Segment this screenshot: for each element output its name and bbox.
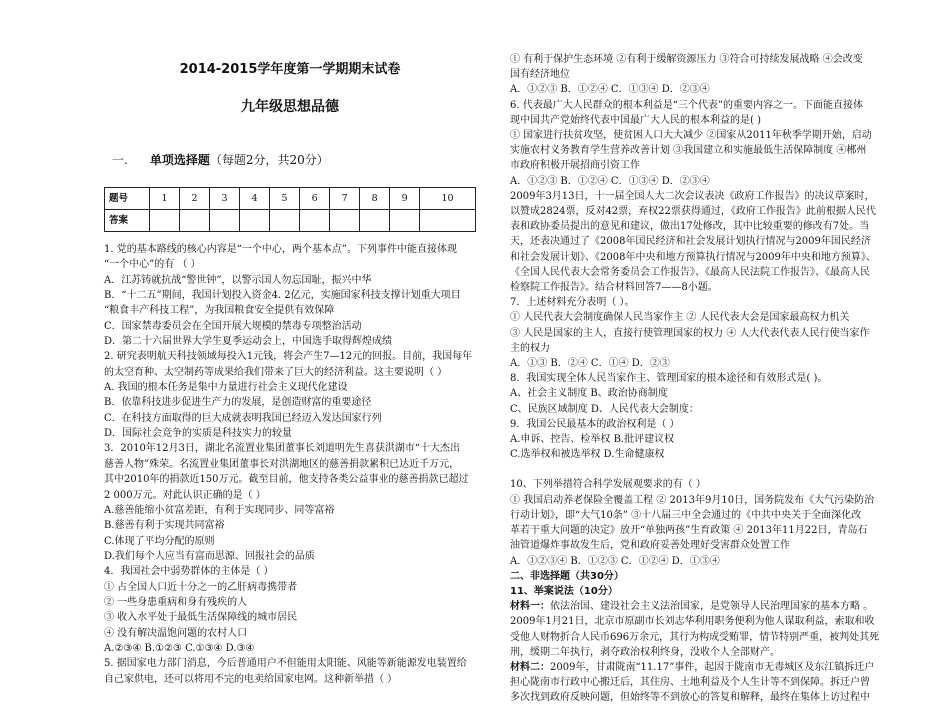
text-line: 表和政协委员提出的意见和建议，做出17处修改，其中比较重要的修改有7处。当 <box>510 221 870 233</box>
question-number: 8 <box>360 188 390 210</box>
text-line: ① 有利于保护生态环境 ②有利于缓解资源压力 ③符合可持续发展战略 ④会改变 <box>510 54 863 65</box>
answer-table-row-answers <box>105 210 476 232</box>
answer-cell[interactable] <box>390 210 420 232</box>
material-1-text: 依法治国、建设社会主义法治国家，是党领导人民治理国家的基本方略 。 <box>550 601 874 613</box>
text-line: 油管道爆炸事故发生后，党和政府妥善处理好受害群众处置工作 <box>510 540 790 552</box>
answer-label: 答案 <box>105 210 150 232</box>
text-line: 行动计划》，即“大气10条” ③十八届三中全会通过的《中共中央关于全面深化改 <box>510 509 862 521</box>
answer-cell[interactable] <box>300 210 330 232</box>
material-1-label: 材料一： <box>510 601 550 613</box>
text-line: 天，还表决通过了《2008年国民经济和社会发展计划执行情况与2009年国民经济 <box>510 236 871 248</box>
text-line: A．①②③ B．①②④ C．①③④ D．②③④ <box>510 84 710 96</box>
text-line: B.慈善有利于实现共同富裕 <box>104 520 225 532</box>
text-line: ① 占全国人口近十分之一的乙肝病毒携带者 <box>104 581 298 593</box>
text-line: D．国际社会竞争的实质是科技实力的较量 <box>104 428 293 440</box>
text-line: A. 我国的根本任务是集中力量进行社会主义现代化建设 <box>104 382 348 394</box>
text-line: A.申诉、控告、检举权 B.批评建议权 <box>510 434 675 446</box>
text-line: A.慈善能缩小贫富差距，有利于实现同步、同等富裕 <box>104 504 335 516</box>
text-line: A．①②③ B．①②④ C．①③④ D．②③④ <box>510 175 710 187</box>
text-line: ① 我国启动养老保险全覆盖工程 ② 2013年9月10日，国务院发布《大气污染防治 <box>510 494 875 506</box>
question-number: 10 <box>420 188 476 210</box>
text-line: 2. 研究表明航天科技领域每投入1元钱，将会产生7—12元的回报。目前，我国每年 <box>104 351 473 363</box>
text-line: ② 一些身患重病和身有残疾的人 <box>104 596 248 608</box>
answer-table <box>104 187 476 232</box>
text-line: A.②③④ B.①②③ C.①③④ D.③④ <box>104 642 255 654</box>
section1-note: （每题2分，共20分） <box>209 153 329 167</box>
text-line: C．在科技方面取得的巨大成就表明我国已经迈入发达国家行列 <box>104 412 382 424</box>
answer-cell[interactable] <box>420 210 476 232</box>
text-line: ④ 没有解决温饱问题的农村人口 <box>104 627 248 639</box>
text-line: 国有经济地位 <box>510 69 570 81</box>
text-line: C．国家禁毒委员会在全国开展大规模的禁毒专项整治活动 <box>104 320 362 332</box>
text-line: 《全国人民代表大会常务委员会工作报告》、《最高人民法院工作报告》、《最高人民 <box>510 266 870 278</box>
text-line: 主的权力 <box>510 342 550 354</box>
text-line: B．依靠科技进步促进生产力的发展，是创造财富的重要途径 <box>104 397 372 409</box>
text-line: C、民族区域制度 D、人民代表大会制度： <box>510 403 699 415</box>
material-2-line <box>510 660 910 675</box>
material-2-text: 2009年，甘肃陇南“11.17”事件，起因于陇南市无毒城区及东江镇拆迁户 <box>550 661 875 673</box>
text-line: 刑，缓期二年执行，剥夺政治权利终身，没收个人全部财产。 <box>510 646 780 658</box>
text-line: A．①②③④ B．①②③ C．①②④ D．①③④ <box>510 555 720 567</box>
text-line: 和社会发展计划》、《2008年中央和地方预算执行情况与2009年中央和地方预算》、 <box>510 251 876 263</box>
text-line: 慈善人物”殊荣。名流置业集团董事长对洪湖地区的慈善捐款累积已达近千万元， <box>104 458 460 470</box>
text-line: 自己家供电，还可以将用不完的电卖给国家电网。这种新举措（ ） <box>104 673 398 685</box>
text-line: 受他人财物折合人民币696万余元，其行为构成受贿罪，情节特别严重，被判处其死 <box>510 631 880 643</box>
text-line: 现中国共产党始终代表中国最广大人民的根本利益的是( ) <box>510 114 761 126</box>
answer-cell[interactable] <box>360 210 390 232</box>
answer-cell[interactable] <box>210 210 240 232</box>
exam-title: 2014-2015学年度第一学期期末试卷 <box>179 62 401 77</box>
text-line: 的太空育种、太空制药等成果给我们带来了巨大的经济利益。这主要说明（ ） <box>104 366 448 378</box>
text-line: ① 人民代表大会制度确保人民当家作主 ② 人民代表大会是国家最高权力机关 <box>510 312 850 324</box>
material-1-line <box>510 599 910 614</box>
text-line: B．“十二五”期间，我国计划投入资金4. 2亿元，实施国家科技支撑计划重大项目 <box>104 290 461 302</box>
text-line: A．江苏铸就抗战“警世钟”，以警示国人勿忘国耻，振兴中华 <box>104 274 372 286</box>
text-line: 市政府积极开展招商引资工作 <box>510 160 640 172</box>
text-line: 实施农村义务教育学生营养改善计划 ③我国建立和实施最低生活保障制度 ④郴州 <box>510 145 867 157</box>
question-number: 2 <box>180 188 210 210</box>
question-number: 5 <box>270 188 300 210</box>
right-column-questions <box>510 52 910 706</box>
question-11-heading: 11、举案说法（10分） <box>510 585 618 597</box>
text-line: 2009年1月21日，北京市原副市长刘志华利用职务便利为他人谋取利益，索取和收 <box>510 616 875 628</box>
text-line: A、社会主义制度 B、政治协商制度 <box>510 388 668 400</box>
blank-line <box>510 462 910 477</box>
exam-subtitle: 九年级思想品德 <box>241 99 339 115</box>
text-line: 10、下列举措符合科学发展观要求的有（ ） <box>510 479 706 491</box>
question-number: 4 <box>240 188 270 210</box>
question-number: 6 <box>300 188 330 210</box>
text-line: “粮食丰产科技工程”，为我国粮食安全提供有效保障 <box>104 305 335 317</box>
text-line: A．①③ B．②④ C．①④ D．②③ <box>510 358 670 370</box>
answer-table-row-numbers <box>105 188 476 210</box>
answer-cell[interactable] <box>150 210 180 232</box>
text-line: C.选举权和被选举权 D.生命健康权 <box>510 449 665 461</box>
question-number: 9 <box>390 188 420 210</box>
text-line: 担心陇南市行政中心搬迁后，其住房、土地利益及个人生计等不到保障。拆迁户曾 <box>510 677 870 689</box>
text-line: D．第二十六届世界大学生夏季运动会上，中国选手取得辉煌成绩 <box>104 336 393 348</box>
question-number: 3 <box>210 188 240 210</box>
text-line: 7．上述材料充分表明（ ）。 <box>510 297 635 309</box>
text-line: 检察院工作报告》。结合材料回答7——8小题。 <box>510 282 718 294</box>
text-line: 9．我国公民最基本的政治权利是（ ） <box>510 418 680 430</box>
text-line: “一个中心”的有 （ ） <box>104 259 201 271</box>
section1-title: 单项选择题 <box>149 153 210 167</box>
question-number: 7 <box>330 188 360 210</box>
text-line: 6. 代表最广大人民群众的根本利益是“三个代表”的重要内容之一。下面能直接体 <box>510 99 863 111</box>
material-2-label: 材料二： <box>510 661 550 673</box>
text-line: 2 000万元。对此认识正确的是（ ） <box>104 489 266 501</box>
section1-heading <box>112 153 329 168</box>
answer-cell[interactable] <box>240 210 270 232</box>
answer-cell[interactable] <box>180 210 210 232</box>
question-number-label: 题号 <box>105 188 150 210</box>
text-line: ③ 收入水平处于最低生活保障线的城市居民 <box>104 612 298 624</box>
left-column-questions <box>104 242 476 687</box>
text-line: ① 国家进行扶贫攻坚，使贫困人口大大减少 ②国家从2011年秋季学期开始，启动 <box>510 130 872 142</box>
section2-heading: 二、非选择题（共30分） <box>510 570 624 582</box>
text-line: 以赞成2824票，反对42票，弃权22票获得通过，《政府工作报告》此前根据人民代 <box>510 206 876 218</box>
text-line: 多次找到政府反映问题，但始终等不到放心的答复和解释，最终在集体上访过程中 <box>510 692 870 704</box>
text-line: 3．2010年12月3日，湖北名流置业集团董事长刘道明先生喜获洪湖市“十大杰出 <box>104 443 461 455</box>
question-number: 1 <box>150 188 180 210</box>
text-line: 其中2010年的捐款近150万元。截至目前，他支持各类公益事业的慈善捐款已超过 <box>104 474 469 486</box>
text-line: 5. 据国家电力部门消息，今后普通用户不但能用太阳能、风能等新能源发电装置给 <box>104 658 467 670</box>
answer-cell[interactable] <box>270 210 300 232</box>
answer-cell[interactable] <box>330 210 360 232</box>
text-line: 4．我国社会中弱势群体的主体是（ ） <box>104 566 274 578</box>
text-line: 2009年3月13日，十一届全国人大二次会议表决《政府工作报告》的决议草案时， <box>510 190 875 202</box>
text-line: 8．我国实现全体人民当家作主、管理国家的根本途径和有效形式是( )。 <box>510 373 828 385</box>
section1-number: 一. <box>112 153 128 167</box>
text-line: 1. 党的基本路线的核心内容是“一个中心，两个基本点”。下列事件中能直接体现 <box>104 244 457 255</box>
text-line: ③ 人民是国家的主人，直接行使管理国家的权力 ④ 人大代表代表人民行使当家作 <box>510 327 870 339</box>
text-line: D.我们每个人应当有富而思源、回报社会的品质 <box>104 550 315 562</box>
text-line: C.体现了平均分配的原则 <box>104 535 215 547</box>
text-line: 革若干重大问题的决定》放开“单独两孩”生育政策 ④ 2013年11月22日，青岛石 <box>510 525 868 537</box>
